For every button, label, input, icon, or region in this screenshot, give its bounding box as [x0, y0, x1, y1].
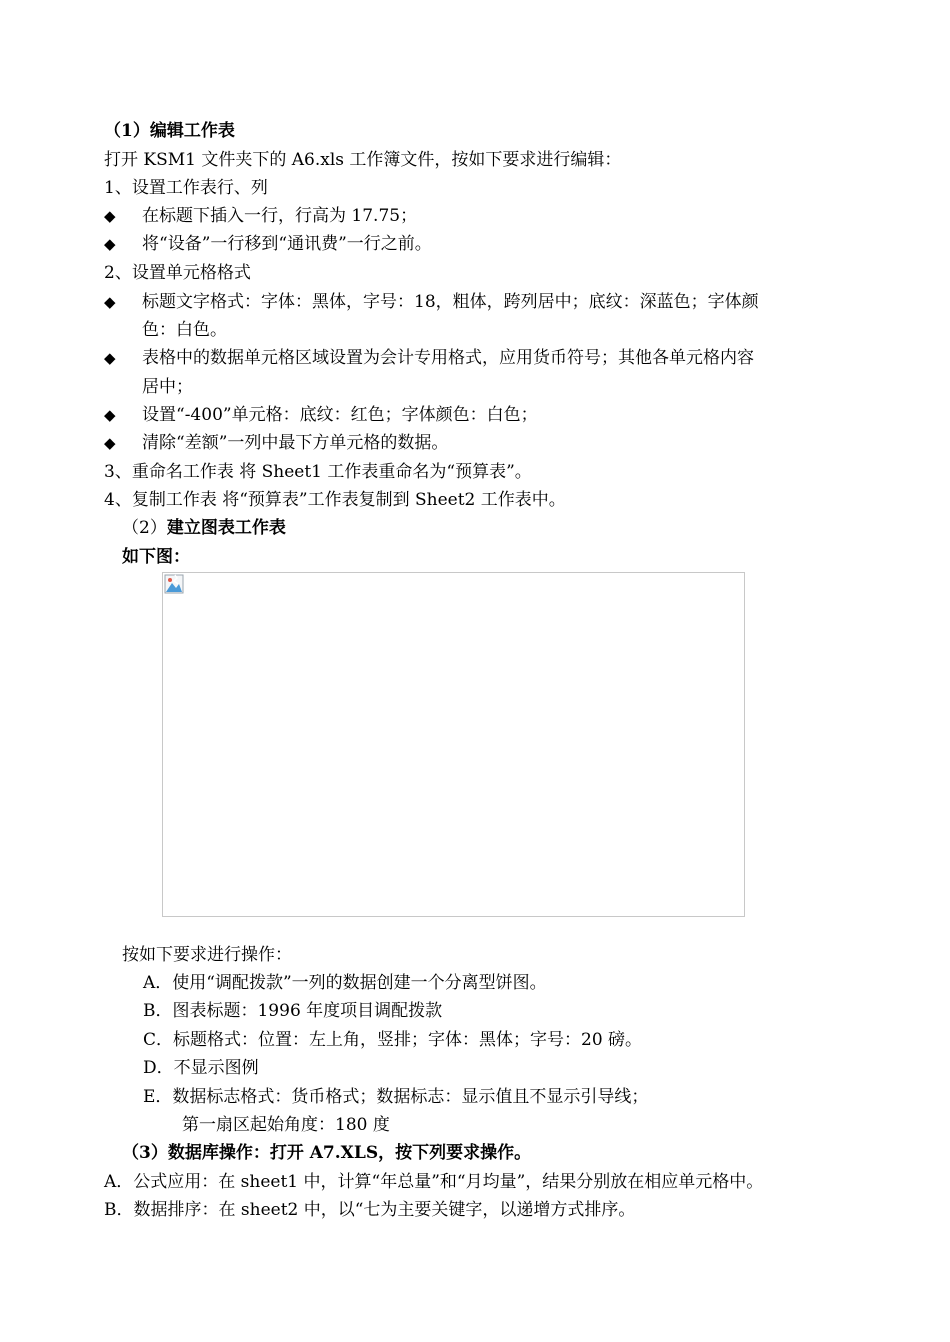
- broken-image-icon: [164, 574, 184, 594]
- bullet-diamond-icon: ◆: [104, 293, 116, 311]
- item1-bullet-1: 在标题下插入一行，行高为 17.75；: [142, 206, 418, 226]
- item2-bullet-1-line2: 色：白色。: [142, 320, 227, 340]
- step-e: E．数据标志格式：货币格式；数据标志：显示值且不显示引导线；: [143, 1087, 649, 1107]
- bullet-diamond-icon: ◆: [104, 406, 116, 424]
- section1-intro: 打开 KSM1 文件夹下的 A6.xls 工作簿文件，按如下要求进行编辑：: [104, 150, 622, 170]
- item1-bullet-2: 将“设备”一行移到“通讯费”一行之前。: [142, 234, 432, 254]
- item2-bullet-1-line1: 标题文字格式：字体：黑体，字号：18，粗体，跨列居中；底纹：深蓝色；字体颜: [142, 292, 759, 312]
- bullet-diamond-icon: ◆: [104, 235, 116, 253]
- item2-title: 2、设置单元格格式: [104, 263, 251, 283]
- item4: 4、复制工作表 将“预算表”工作表复制到 Sheet2 工作表中。: [104, 490, 566, 510]
- chart-image-placeholder: [162, 572, 745, 917]
- figure-caption: 如下图：: [122, 547, 190, 567]
- section1-heading: （1）编辑工作表: [104, 121, 235, 141]
- item1-title: 1、设置工作表行、列: [104, 178, 268, 198]
- item2-bullet-2-line1: 表格中的数据单元格区域设置为会计专用格式，应用货币符号；其他各单元格内容: [142, 348, 754, 368]
- item2-bullet-2-line2: 居中；: [142, 377, 193, 397]
- section2-heading-text: 建立图表工作表: [166, 518, 286, 538]
- bullet-diamond-icon: ◆: [104, 349, 116, 367]
- bullet-diamond-icon: ◆: [104, 434, 116, 452]
- section3-heading: （3）数据库操作：打开 A7.XLS，按下列要求操作。: [122, 1143, 532, 1163]
- step-a: A．使用“调配拨款”一列的数据创建一个分离型饼图。: [143, 973, 547, 993]
- item2-bullet-3: 设置“-400”单元格：底纹：红色；字体颜色：白色；: [142, 405, 538, 425]
- item2-bullet-4: 清除“差额”一列中最下方单元格的数据。: [142, 433, 449, 453]
- section2-heading-prefix: （2）: [122, 518, 167, 538]
- bullet-diamond-icon: ◆: [104, 207, 116, 225]
- step-b: B．图表标题：1996 年度项目调配拨款: [143, 1001, 443, 1021]
- step-c: C．标题格式：位置：左上角，竖排；字体：黑体；字号：20 磅。: [143, 1030, 643, 1050]
- section3-step-a: A．公式应用：在 sheet1 中，计算“年总量”和“月均量”，结果分别放在相应单元格中。: [104, 1172, 764, 1192]
- section3-step-b: B．数据排序：在 sheet2 中，以“七为主要关键字，以递增方式排序。: [104, 1200, 636, 1220]
- step-e-continuation: 第一扇区起始角度：180 度: [182, 1115, 390, 1135]
- step-d: D．不显示图例: [143, 1058, 259, 1078]
- section2-heading: [122, 518, 286, 538]
- item3: 3、重命名工作表 将 Sheet1 工作表重命名为“预算表”。: [104, 462, 532, 482]
- instructions-intro: 按如下要求进行操作：: [122, 945, 292, 965]
